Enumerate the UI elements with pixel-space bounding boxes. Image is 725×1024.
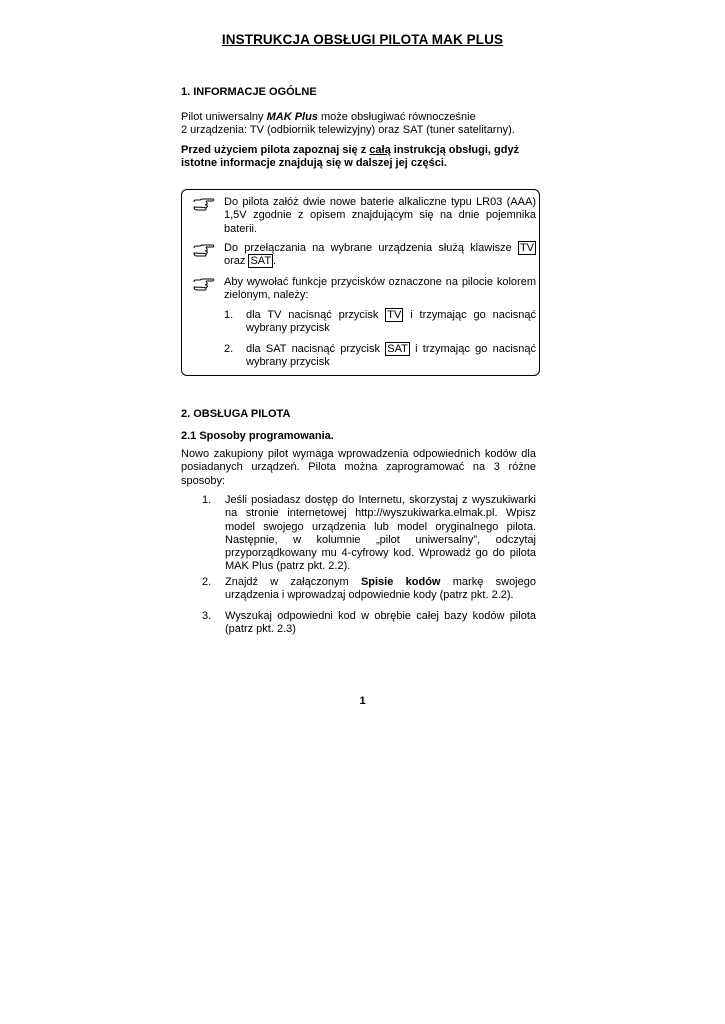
sub-item-number: 1. [224,309,234,321]
key-tv-label: TV [387,309,402,321]
warning-line2: istotne informacje znajdują się w dalszej jej części. [181,157,447,170]
programming-intro: Nowo zakupiony pilot wymaga wprowadzenia odpowiednich kodów dla posiadanych urządzeń. Pilota można zaprogramować na 3 różne sposoby: [181,448,536,487]
note-text-end: . [273,255,277,268]
warning-paragraph [181,144,536,171]
note-text: Do przełączania na wybrane urządzenia służą klawisze [224,242,512,254]
code-list-name: Spisie kodów [360,576,441,588]
sub-item-text: dla TV nacisnąć przycisk [246,309,379,321]
note-green-functions: Aby wywołać funkcje przycisków oznaczone na pilocie kolorem zielonym, należy: [224,276,536,302]
warning-text-post: instrukcją obsługi, gdyż [390,144,520,156]
sub-item-line2: wybrany przycisk [246,356,330,369]
sub-item-text-post: i trzymając go nacisnąć [410,309,536,321]
key-sat-label: SAT [387,343,408,355]
sub-item-number: 2. [224,343,234,355]
intro-text: Pilot uniwersalny [181,111,267,123]
section2-subheading: 2.1 Sposoby programowania. [181,430,334,442]
pointing-hand-icon [193,244,215,258]
pointing-hand-icon [193,198,215,212]
intro-text-post: może obsługiwać równocześnie [317,111,476,123]
section1-heading: 1. INFORMACJE OGÓLNE [181,86,317,98]
list-item-search: Wyszukaj odpowiedni kod w obrębie całej bazy kodów pilota (patrz pkt. 2.3) [225,610,536,636]
sub-item-sat [246,343,536,370]
list-item-text: Znajdź w załączonym [225,576,361,588]
note-device-switch [224,242,536,269]
note-batteries: Do pilota załóż dwie nowe baterie alkaliczne typu LR03 (AAA) 1,5V zgodnie z opisem znajdującym się na dnie pojemnika baterii. [224,196,536,235]
list-item-number: 3. [202,610,212,622]
page-title: INSTRUKCJA OBSŁUGI PILOTA MAK PLUS [221,32,504,47]
list-item-number: 1. [202,494,212,506]
sub-item-text-post: i trzymając go nacisnąć [415,343,536,355]
warning-text: Przed użyciem pilota zapoznaj się z [181,144,370,156]
list-item-internet: Jeśli posiadasz dostęp do Internetu, skorzystaj z wyszukiwarki na stronie internetowej http://wyszukiwarka.elmak.pl. Wpisz model swojego urządzenia lub model oryginalnego pilota. Następnie, w kolumnie „pilot uniwersalny”, odczytaj przyporządkowany mu 4-cyfrowy kod. Wprowadź go do pilota MAK Plus (patrz pkt. 2.2). [225,494,536,573]
section2-heading: 2. OBSŁUGA PILOTA [181,408,291,420]
brand-name: MAK Plus [266,111,318,123]
list-item-code-list [225,576,536,603]
sub-item-line2: wybrany przycisk [246,322,330,335]
note-text-mid: oraz [224,255,246,268]
key-sat-label: SAT [250,255,272,268]
pointing-hand-icon [193,278,215,292]
key-tv-label: TV [519,242,535,254]
intro-paragraph [181,111,536,138]
list-item-number: 2. [202,576,212,588]
warning-underlined: całą [369,144,391,156]
sub-item-tv [246,309,536,336]
list-item-text-post: markę swojego urządzenia i wprowadzaj odpowiednie kody (patrz pkt. 2.2). [225,576,536,602]
intro-line2: 2 urządzenia: TV (odbiornik telewizyjny) oraz SAT (tuner satelitarny). [181,124,515,137]
sub-item-text: dla SAT nacisnąć przycisk [246,343,380,355]
page-number: 1 [359,695,366,707]
